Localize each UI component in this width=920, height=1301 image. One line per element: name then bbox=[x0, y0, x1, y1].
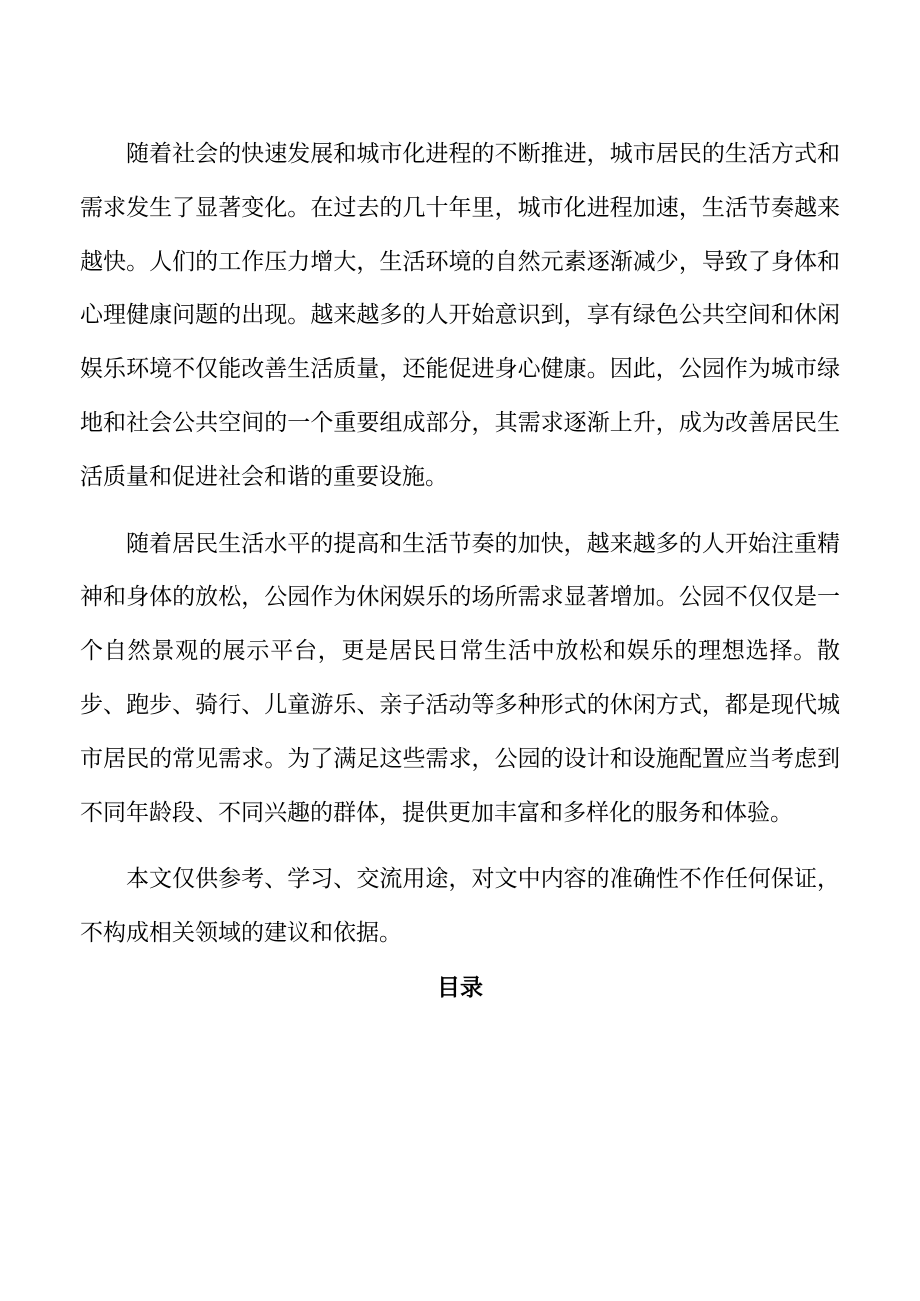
paragraph-park-demand: 随着居民生活水平的提高和生活节奏的加快，越来越多的人开始注重精神和身体的放松，公园作为休闲娱乐的场所需求显著增加。公园不仅仅是一个自然景观的展示平台，更是居民日常生活中放松和娱乐的理想选择。散步、跑步、骑行、儿童游乐、亲子活动等多种形式的休闲方式，都是现代城市居民的常见需求。为了满足这些需求，公园的设计和设施配置应当考虑到不同年龄段、不同兴趣的群体，提供更加丰富和多样化的服务和体验。 bbox=[80, 530, 840, 826]
document-body bbox=[80, 128, 840, 1012]
toc-heading: 目录 bbox=[437, 974, 483, 1001]
paragraph-urbanization: 随着社会的快速发展和城市化进程的不断推进，城市居民的生活方式和需求发生了显著变化。在过去的几十年里，城市化进程加速，生活节奏越来越快。人们的工作压力增大，生活环境的自然元素逐渐减少，导致了身体和心理健康问题的出现。越来越多的人开始意识到，享有绿色公共空间和休闲娱乐环境不仅能改善生活质量，还能促进身心健康。因此，公园作为城市绿地和社会公共空间的一个重要组成部分，其需求逐渐上升，成为改善居民生活质量和促进社会和谐的重要设施。 bbox=[80, 141, 840, 490]
paragraph-disclaimer: 本文仅供参考、学习、交流用途，对文中内容的准确性不作任何保证，不构成相关领域的建议和依据。 bbox=[80, 866, 840, 947]
